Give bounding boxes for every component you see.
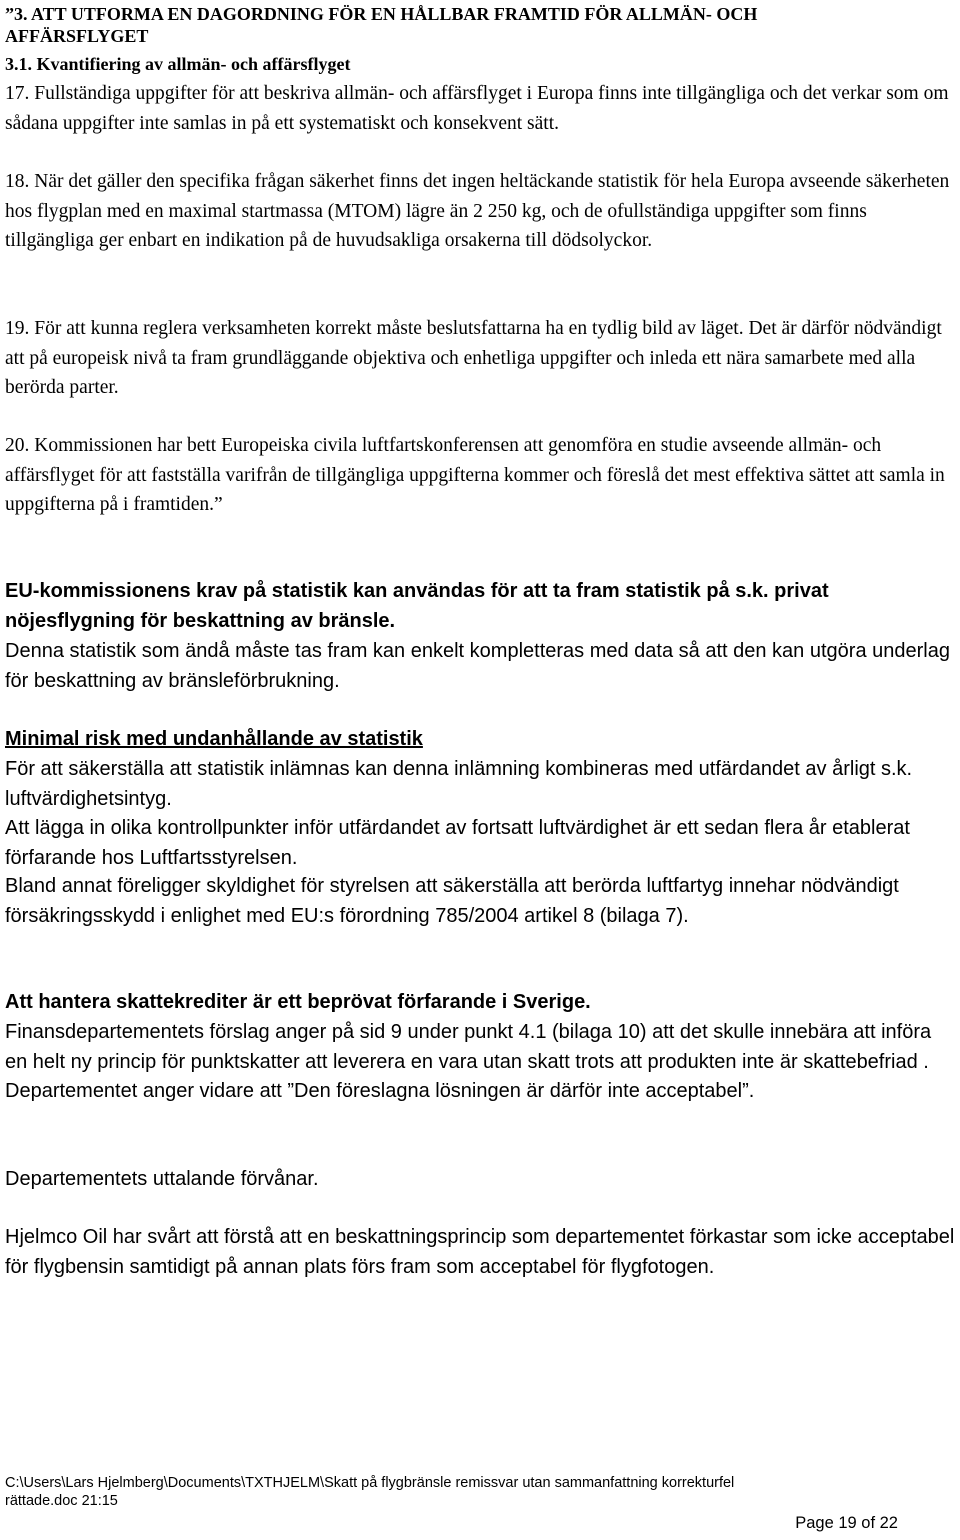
paragraph-17: 17. Fullständiga uppgifter för att beskriva allmän- och affärsflyget i Europa finns inte tillgängliga och det verkar som om sådana uppgifter inte samlas in på ett systematiskt och konsekvent sätt. [5,83,949,134]
section-heading-line-2: AFFÄRSFLYGET [5,26,149,46]
section-heading [5,3,955,47]
footer-file-path-line-2: rättade.doc 21:15 [5,1493,118,1509]
footer-page-number: Page 19 of 22 [795,1514,898,1532]
tax-credit-body: Finansdepartementets förslag anger på sid 9 under punkt 4.1 (bilaga 10) att det skulle innebära att införa en helt ny princip för punktskatter att leverera en vara utan skatt trots att produkten inte är skattebefriad . Departementet anger vidare att ”Den föreslagna lösningen är därför inte acceptabel”. [5,1021,932,1102]
statistics-body: Denna statistik som ändå måste tas fram kan enkelt kompletteras med data så att den kan utgöra underlag för beskattning av bränsleförbrukning. [5,640,950,692]
footer-file-path-line-1: C:\Users\Lars Hjelmberg\Documents\TXTHJELM\Skatt på flygbränsle remissvar utan sammanfattning korrekturfel [5,1475,735,1491]
minimal-risk-heading: Minimal risk med undanhållande av statistik [5,728,423,750]
department-statement: Departementets uttalande förvånar. [5,1168,319,1190]
footer-file-path [5,1474,955,1510]
section-heading-line-1: ”3. ATT UTFORMA EN DAGORDNING FÖR EN HÅLLBAR FRAMTID FÖR ALLMÄN- OCH [5,4,758,24]
hjelmco-paragraph: Hjelmco Oil har svårt att förstå att en beskattningsprincip som departementet förkastar som icke acceptabel för flygbensin samtidigt på annan plats förs fram som acceptabel för flygfotogen. [5,1226,955,1278]
paragraph-20: 20. Kommissionen har bett Europeiska civila luftfartskonferensen att genomföra en studie avseende allmän- och affärsflyget för att fastställa varifrån de tillgängliga uppgifterna kommer och föreslå det mest effektiva sättet att samla in uppgifterna på i framtiden.” [5,435,945,515]
paragraph-18: 18. När det gäller den specifika frågan säkerhet finns det ingen heltäckande statistik för hela Europa avseende säkerheten hos flygplan med en maximal startmassa (MTOM) lägre än 2 250 kg, och de ofullständiga uppgifter som finns tillgängliga ger enbart en indikation på de huvudsakliga orsakerna till dödsolyckor. [5,171,950,251]
subsection-heading: 3.1. Kvantifiering av allmän- och affärsflyget [5,54,351,74]
minimal-risk-body-3: Bland annat föreligger skyldighet för styrelsen att säkerställa att berörda luftfartyg innehar nödvändigt försäkringsskydd i enlighet med EU:s förordning 785/2004 artikel 8 (bilaga 7). [5,875,899,927]
minimal-risk-body-2: Att lägga in olika kontrollpunkter inför utfärdandet av fortsatt luftvärdighet är ett sedan flera år etablerat förfarande hos Luftfartsstyrelsen. [5,817,910,869]
tax-credit-heading: Att hantera skattekrediter är ett beprövat förfarande i Sverige. [5,991,591,1013]
paragraph-19: 19. För att kunna reglera verksamheten korrekt måste beslutsfattarna ha en tydlig bild av läget. Det är därför nödvändigt att på europeisk nivå ta fram grundläggande objektiva och enhetliga uppgifter och inleda ett nära samarbete med alla berörda parter. [5,318,942,398]
statistics-heading: EU-kommissionens krav på statistik kan användas för att ta fram statistik på s.k. privat nöjesflygning för beskattning av bränsle. [5,580,829,632]
minimal-risk-body-1: För att säkerställa att statistik inlämnas kan denna inlämning kombineras med utfärdandet av årligt s.k. luftvärdighetsintyg. [5,758,913,810]
